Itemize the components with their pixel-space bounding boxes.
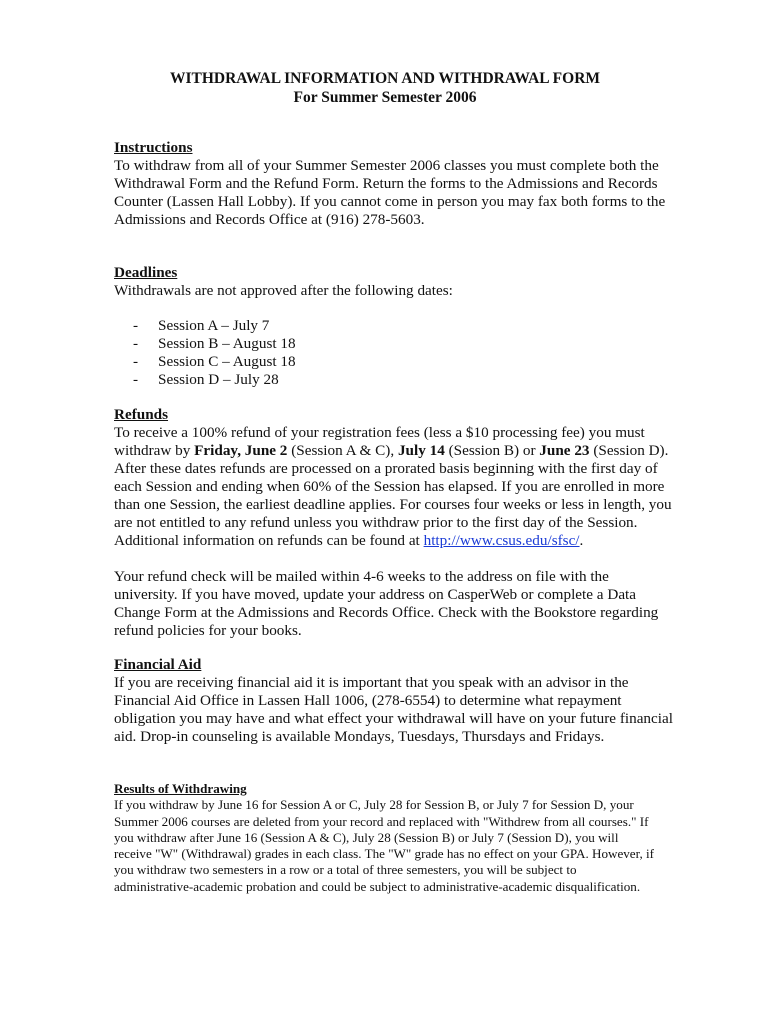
- deadlines-intro: Withdrawals are not approved after the following dates:: [114, 282, 453, 299]
- refund-deadline-b: July 14: [397, 442, 445, 459]
- deadline-text: Session D – July 28: [158, 371, 279, 388]
- deadlines-section: [114, 264, 674, 389]
- dash-bullet: -: [133, 335, 139, 352]
- instructions-section: [114, 139, 674, 229]
- financial-aid-heading: Financial Aid: [114, 656, 202, 673]
- deadline-text: Session A – July 7: [158, 317, 270, 334]
- refunds-section: [114, 406, 674, 640]
- form-title: WITHDRAWAL INFORMATION AND WITHDRAWAL FORM: [169, 70, 601, 87]
- deadline-item: [114, 371, 674, 389]
- refunds-text: .: [579, 532, 584, 549]
- deadlines-list: [114, 317, 674, 389]
- refunds-text: (Session A & C),: [287, 442, 398, 459]
- dash-bullet: -: [133, 371, 139, 388]
- instructions-text: To withdraw from all of your Summer Semester 2006 classes you must complete both the Withdrawal Form and the Refund Form. Return the forms to the Admissions and Records Counter (Lassen Hall Lobby). If you cannot come in person you may fax both forms to the Admissions and Records Office at (916) 278-5603.: [114, 157, 666, 228]
- deadline-item: [114, 317, 674, 335]
- deadline-text: Session B – August 18: [158, 335, 296, 352]
- sfsc-link[interactable]: http://www.csus.edu/sfsc/: [423, 532, 580, 549]
- refunds-paragraph: [114, 424, 674, 550]
- refunds-text: To receive a 100% refund of your registration fees (less a $10 processing fee) you must withdraw by: [114, 424, 645, 459]
- deadline-item: [114, 353, 674, 371]
- refund-check-paragraph: Your refund check will be mailed within 4-6 weeks to the address on file with the university. If you have moved, update your address on CasperWeb or complete a Data Change Form at the Admissions and Records Office. Check with the Bookstore regarding refund policies for your books.: [114, 568, 659, 639]
- refunds-heading: Refunds: [114, 406, 169, 423]
- financial-aid-text: If you are receiving financial aid it is important that you speak with an advisor in the Financial Aid Office in Lassen Hall 1006, (278-6554) to determine what repayment obligation you may have and what effect your withdrawal will have on your future financial aid. Drop-in counseling is available Mondays, Tuesdays, Thursdays and Fridays.: [114, 674, 673, 745]
- financial-aid-section: [114, 656, 674, 746]
- deadline-text: Session C – August 18: [158, 353, 296, 370]
- results-section: [114, 781, 659, 895]
- refunds-text: (Session B) or: [444, 442, 540, 459]
- dash-bullet: -: [133, 353, 139, 370]
- form-subtitle: For Summer Semester 2006: [293, 89, 477, 106]
- instructions-heading: Instructions: [114, 139, 193, 156]
- results-text: If you withdraw by June 16 for Session A or C, July 28 for Session B, or July 7 for Session D, your Summer 2006 courses are deleted from your record and replaced with "Withdrew from all courses." If you withdraw after June 16 (Session A & C), July 28 (Session B) or July 7 (Session D), you will receive "W" (Withdrawal) grades in each class. The "W" grade has no effect on your GPA. However, if you withdraw two semesters in a row or a total of three semesters, you will be subject to administrative-academic probation and could be subject to administrative-academic disqualification.: [114, 797, 655, 894]
- refund-deadline-ac: Friday, June 2: [194, 442, 288, 459]
- dash-bullet: -: [133, 317, 139, 334]
- results-heading: Results of Withdrawing: [114, 781, 247, 796]
- refunds-text: (Session D). After these dates refunds are processed on a prorated basis beginning with the first day of each Session and ending when 60% of the Session has elapsed. If you are enrolled in more than one Session, the earliest deadline applies. For courses four weeks or less in length, you are not entitled to any refund unless you withdraw prior to the first day of the Session. Additional information on refunds can be found at: [114, 442, 672, 549]
- refund-deadline-d: June 23: [539, 442, 590, 459]
- deadlines-heading: Deadlines: [114, 264, 178, 281]
- deadline-item: [114, 335, 674, 353]
